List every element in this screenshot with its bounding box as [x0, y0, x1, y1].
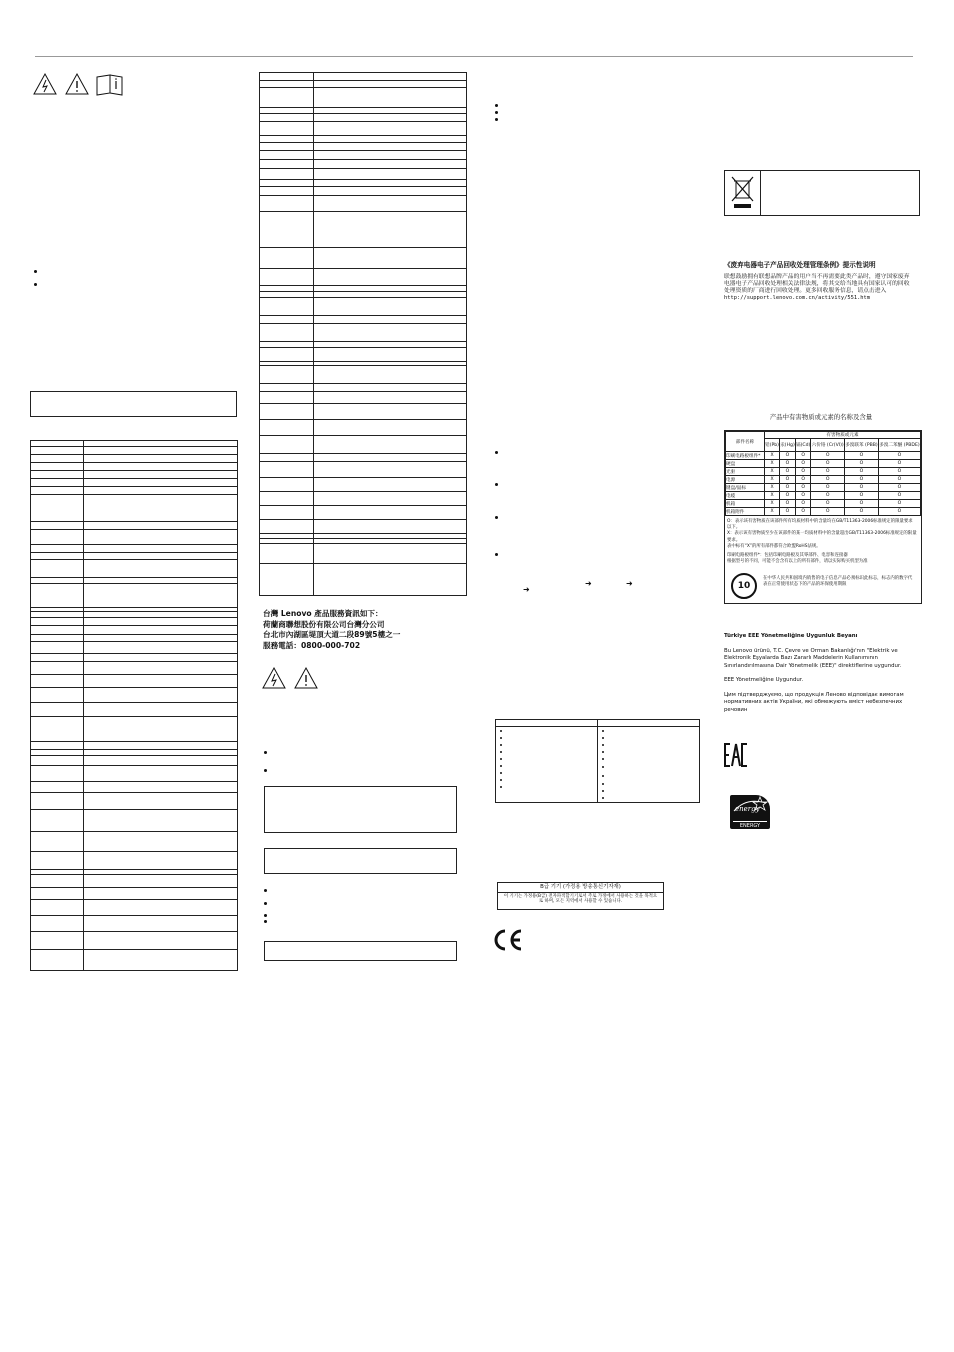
hazard-part-name: 键盘/鼠标: [726, 484, 765, 492]
list-bullet: [495, 451, 498, 454]
hazard-value-cell: O: [811, 500, 845, 508]
hazard-table-group-header: 有害物质或元素: [765, 432, 921, 439]
korea-class-b-body: 이 기기는 가정용(B급) 전자파적합기기로서 주로 가정에서 사용하는 것을 목적으로 하며, 모든 지역에서 사용할 수 있습니다.: [503, 893, 658, 905]
epup-number: 10: [737, 581, 751, 591]
hazard-value-cell: O: [780, 476, 796, 484]
korea-class-b-box: [497, 882, 664, 910]
hazard-col-header: 六价铬 (Cr(VI)): [811, 439, 845, 452]
notice-box: [264, 941, 457, 961]
hazard-value-cell: X: [765, 508, 780, 516]
hazard-value-cell: X: [765, 484, 780, 492]
lightning-warning-icon: [263, 668, 285, 688]
hazard-value-cell: O: [844, 484, 878, 492]
hazard-col-header: 镉(Cd): [795, 439, 811, 452]
list-bullet: [495, 553, 498, 556]
hazard-value-cell: O: [811, 508, 845, 516]
top-rule: [35, 56, 913, 57]
list-bullet: [495, 104, 498, 107]
notice-box: [264, 786, 457, 833]
korea-class-b-title: B급 기기 (가정용 방송통신기자재): [498, 883, 663, 893]
energy-star-script: energy: [735, 805, 760, 813]
hazard-value-cell: O: [878, 500, 920, 508]
list-bullet: [34, 283, 37, 286]
eac-mark: [724, 742, 748, 772]
energy-star-label: ENERGY STAR: [733, 821, 767, 838]
hazard-value-cell: O: [878, 492, 920, 500]
spec-table-2: [259, 72, 467, 596]
hazard-value-cell: O: [795, 452, 811, 460]
hazard-value-cell: O: [844, 500, 878, 508]
safety-icons: [33, 72, 125, 100]
hazard-value-cell: O: [795, 460, 811, 468]
hazard-value-cell: O: [878, 508, 920, 516]
epup-text: 在中华人民共和国境内销售的电子信息产品必须标识此标志，标志内的数字代表在正常使用状态下的产品的环保使用期限: [763, 576, 913, 588]
hazard-value-cell: O: [795, 492, 811, 500]
hazard-part-name: 机箱: [726, 500, 765, 508]
list-bullet: [264, 889, 267, 892]
china-recycling-body: 联想鼓励拥有联想品牌产品的用户当不再需要此类产品时，遵守国家废弃电器电子产品回收处理相关法律法规，将其交给当地具有国家认可的回收处理资质的厂商进行回收处理。更多回收服务信息，请点击进入: [724, 274, 910, 294]
china-recycling-title: 《废弃电器电子产品回收处理管理条例》提示性说明: [724, 261, 876, 269]
hazard-value-cell: O: [811, 492, 845, 500]
hazard-note-1: O：表示该有害物质在该部件所有均质材料中的含量均在GB/T11363-2006标准规定的限量要求以下。: [727, 519, 913, 531]
hazard-value-cell: O: [780, 492, 796, 500]
hazard-value-cell: O: [844, 508, 878, 516]
hazard-table-row: [726, 500, 921, 508]
hazard-value-cell: O: [878, 484, 920, 492]
list-bullet: [264, 920, 267, 923]
hazard-table-row: [726, 508, 921, 516]
list-bullet: [264, 769, 267, 772]
hazard-table-row: [726, 460, 921, 468]
hazard-col-header: 多溴联苯 (PBB): [844, 439, 878, 452]
arrow-icon: ➜: [523, 585, 530, 594]
epup-logo: [731, 573, 757, 599]
hazard-value-cell: O: [795, 508, 811, 516]
hazard-table-notes: [727, 519, 917, 565]
hazard-part-name: 光驱: [726, 468, 765, 476]
hazard-value-cell: O: [844, 468, 878, 476]
hazard-col-header: 铅(Pb): [765, 439, 780, 452]
turkey-line2: EEE Yönetmeliğine Uygundur.: [724, 677, 804, 683]
list-bullet: [34, 270, 37, 273]
hazard-note-5: 根据型号的不同，可能不会含有以上的所有部件，请以实际购买机型为准: [727, 559, 868, 565]
china-recycling-notice: [724, 261, 914, 302]
lightning-warning-icon: [33, 72, 125, 96]
hazard-table-row: [726, 452, 921, 460]
ukraine-body: Цим підтверджуємо, що продукція Леново відповідає вимогам нормативних актів України, які обмежують вміст небезпечних речовин: [724, 691, 904, 713]
arrow-icon: ➜: [626, 579, 633, 588]
hazard-value-cell: O: [811, 484, 845, 492]
hazard-value-cell: O: [780, 500, 796, 508]
list-bullet: [264, 902, 267, 905]
taiwan-service-info: [263, 609, 453, 651]
hazard-value-cell: X: [765, 492, 780, 500]
weee-bin-icon: [725, 171, 760, 215]
weee-box: [724, 170, 920, 216]
hazard-value-cell: O: [811, 460, 845, 468]
list-bullet: [495, 118, 498, 121]
notice-box: [30, 391, 237, 417]
hazard-col-header: 汞(Hg): [780, 439, 796, 452]
ce-mark: [493, 928, 525, 956]
hazard-value-cell: O: [844, 460, 878, 468]
hazard-value-cell: X: [765, 452, 780, 460]
hazard-value-cell: O: [811, 452, 845, 460]
hazard-part-name: 电缆: [726, 492, 765, 500]
hazard-table-part-header: 部件名称: [726, 432, 765, 452]
hazard-col-header: 多溴二苯醚 (PBDE): [878, 439, 920, 452]
notice-box: [264, 848, 457, 874]
list-bullet: [495, 111, 498, 114]
hazard-value-cell: O: [844, 492, 878, 500]
taiwan-service-line1: 台灣 Lenovo 產品服務資訊如下：: [263, 609, 383, 618]
hazard-table-frame: [724, 430, 922, 604]
safety-icons-2: [262, 665, 322, 695]
turkey-compliance: [724, 633, 914, 714]
taiwan-service-line3: 台北市內湖區堤頂大道二段89號5樓之一: [263, 630, 401, 639]
hazard-value-cell: O: [811, 476, 845, 484]
hazard-part-name: 电源: [726, 476, 765, 484]
hazard-value-cell: O: [780, 452, 796, 460]
hazard-value-cell: O: [780, 460, 796, 468]
hazard-value-cell: O: [811, 468, 845, 476]
hazard-note-3: 表中标有“X”的所有部件都符合欧盟RoHS法规。: [727, 543, 821, 549]
hazard-note-2: X：表示该有害物质至少在该部件的某一均质材料中的含量超出GB/T11363-2006标准规定的限量要求。: [727, 531, 917, 543]
hazard-part-name: 硬盘: [726, 460, 765, 468]
two-column-list-bullets: [499, 729, 609, 805]
arrow-icon: ➜: [585, 579, 592, 588]
list-bullet: [495, 516, 498, 519]
hazard-value-cell: O: [780, 508, 796, 516]
hazard-value-cell: O: [844, 476, 878, 484]
list-bullet: [495, 483, 498, 486]
hazard-table-row: [726, 484, 921, 492]
hazard-value-cell: X: [765, 460, 780, 468]
hazard-part-name: 印刷电路板组件*: [726, 452, 765, 460]
hazard-value-cell: O: [795, 484, 811, 492]
hazard-value-cell: X: [765, 500, 780, 508]
hazard-table-row: [726, 476, 921, 484]
hazard-value-cell: O: [844, 452, 878, 460]
china-recycling-url: http://support.lenovo.com.cn/activity/551.htm: [724, 295, 871, 301]
hazard-value-cell: O: [795, 468, 811, 476]
hazard-value-cell: X: [765, 468, 780, 476]
hazard-value-cell: X: [765, 476, 780, 484]
hazard-value-cell: O: [878, 476, 920, 484]
hazard-table-row: [726, 492, 921, 500]
hazard-value-cell: O: [795, 476, 811, 484]
hazard-value-cell: O: [780, 468, 796, 476]
exclamation-warning-icon: [295, 668, 317, 688]
hazard-value-cell: O: [795, 500, 811, 508]
star-icon: [730, 795, 770, 817]
spec-table-1: [30, 440, 238, 971]
taiwan-service-line4: 服務電話：0800-000-702: [263, 640, 361, 650]
list-bullet: [264, 751, 267, 754]
hazard-value-cell: O: [878, 452, 920, 460]
hazard-table: [725, 431, 921, 516]
hazard-value-cell: O: [780, 484, 796, 492]
hazard-value-cell: O: [878, 460, 920, 468]
hazard-value-cell: O: [878, 468, 920, 476]
hazard-table-row: [726, 468, 921, 476]
energy-star-logo: [730, 795, 770, 837]
hazard-table-title: 产品中有害物质或元素的名称及含量: [769, 413, 873, 421]
turkey-title: Türkiye EEE Yönetmeliğine Uygunluk Beyanı: [724, 633, 858, 639]
taiwan-service-line2: 荷蘭商聯想股份有限公司台灣分公司: [263, 619, 385, 629]
turkey-body: Bu Lenovo ürünü, T.C. Çevre ve Orman Bakanlığı'nın "Elektrik ve Elektronik Eşyalarda Bazı Zararlı Maddelerin Kullanımının Sınırlandırılmasına Dair Yönetmelik (EEE)" direktiflerine uygundur.: [724, 647, 902, 669]
list-bullet: [264, 914, 267, 917]
hazard-part-name: 机箱附件: [726, 508, 765, 516]
hazard-note-4: 印刷电路板组件*：包括印刷电路板及其零部件、电容和连接器: [727, 553, 848, 559]
